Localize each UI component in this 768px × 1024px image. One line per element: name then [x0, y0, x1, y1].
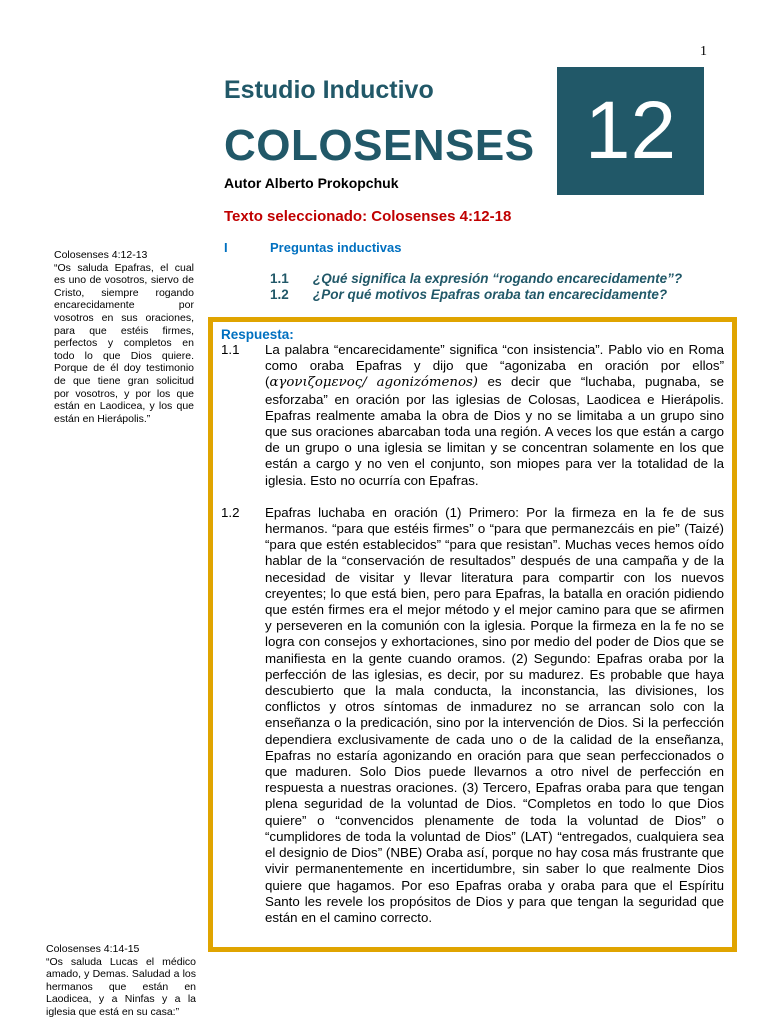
sidenote-colosenses-4-14-15	[46, 943, 196, 1019]
series-title: Estudio Inductivo	[224, 76, 434, 104]
section-title: Preguntas inductivas	[270, 240, 402, 255]
question-2	[270, 287, 667, 302]
section-number: I	[224, 240, 228, 255]
answer-item-1-2	[221, 505, 724, 926]
question-number: 1.1	[270, 271, 289, 286]
answer-text: Epafras luchaba en oración (1) Primero: Por la firmeza en la fe de sus hermanos. “para que estéis firmes” o “para que permanezcáis en pie” (Taizé) “para que estén establecidos” “para que resistan”. Muchas veces hemos oído hablar de la “conservación de resultados” después de una campaña y de la necesidad de visitar y llevar literatura para compartir con los nuevos creyentes; lo que está bien, pero para Epafras, la batalla en oración pidiendo que estén firmes era el mejor método y el mejor camino para que se afirmen y perseveren en la comunión con la iglesia. Porque la firmeza en la fe no se logra con consejos y exhortaciones, sino por medio del poder de Dios que se manifiesta en la gente cuando oramos. (2) Segundo: Epafras oraba por la perfección de las iglesias, es decir, por su madurez. Es probable que haya descubierto que la mala conducta, la inconstancia, las divisiones, los conflictos y otros síntomas de inmadurez no se arrancan solo con la enseñanza o la predicación, sino por la intervención de Dios. Si la perfección dependiera exclusivamente de cada uno o de la calidad de la enseñanza, Epafras no estaría agonizando en oración para que sean perfeccionados o que maduren. Solo Dios puede llevarnos a otro nivel de perfección en respuesta a nuestras oraciones. (3) Tercero, Epafras oraba para que tengan plena seguridad de la voluntad de Dios. “Completos en todo lo que Dios quiere” o “convencidos plenamente de toda la voluntad de Dios” o “cumplidores de toda la voluntad de Dios” (LAT) “entregados, cualquiera sea el designio de Dios” (NBE) Oraba así, porque no hay cosa más frustrante que vivir permanentemente en incertidumbre, sin saber lo que realmente Dios quiere que hagamos. Por eso Epafras oraba y oraba para que el Espíritu Santo les revele los propósitos de Dios y para que tengan la seguridad que están en el camino correcto.	[265, 504, 724, 925]
sidenote-reference: Colosenses 4:14-15	[46, 943, 140, 955]
question-number: 1.2	[270, 287, 289, 302]
sidenote-reference: Colosenses 4:12-13	[54, 249, 148, 261]
answer-text-part: La palabra “encarecidamente” significa “con insistencia”. Pablo vio en Roma como oraba Epafras y dijo que “agonizaba en oración por ellos” (	[265, 342, 724, 390]
author: Autor Alberto Prokopchuk	[224, 175, 399, 191]
page-number: 1	[700, 44, 707, 59]
lesson-number-box: 12	[557, 67, 704, 195]
question-text: ¿Qué significa la expresión “rogando encarecidamente”?	[313, 271, 683, 286]
question-1	[270, 271, 682, 286]
answer-box	[208, 317, 737, 952]
book-title: COLOSENSES	[224, 121, 535, 170]
answer-number: 1.1	[221, 342, 240, 357]
answer-text-part: es decir que “luchaba, pugnaba, se esforzaba” en oración por las iglesias de Colosas, Laodicea e Hierápolis. Epafras realmente amaba la obra de Dios y no se limitaba a un grupo sino que sus oraciones abarcaban toda una región. A veces los que están a cargo de un grupo o una iglesia se limitan y se concentran solamente en los que están a cargo y no ven el conjunto, son miopes para ver la totalidad de la iglesia. Esto no ocurría con Epafras.	[265, 374, 724, 488]
sidenote-colosenses-4-12-13	[54, 249, 194, 425]
sidenote-text: “Os saluda Lucas el médico amado, y Demas. Saludad a los hermanos que están en Laodicea, y a Ninfas y a la iglesia que está en su casa:”	[46, 955, 196, 1018]
answer-number: 1.2	[221, 504, 240, 520]
answer-heading: Respuesta:	[221, 327, 294, 342]
answer-item-1-1	[221, 342, 724, 489]
answer-text	[265, 342, 724, 489]
question-text: ¿Por qué motivos Epafras oraba tan encarecidamente?	[313, 287, 668, 302]
greek-term: αγονιζομενος/ agonizómenos)	[269, 375, 478, 391]
selected-text: Texto seleccionado: Colosenses 4:12-18	[224, 208, 512, 225]
sidenote-text: “Os saluda Epafras, el cual es uno de vosotros, siervo de Cristo, siempre rogando encarecidamente por vosotros en sus oraciones, para que estéis firmes, perfectos y completos en todo lo que Dios quiere. Porque de él doy testimonio de que tiene gran solicitud por vosotros, y por los que están en Laodicea, y los que están en Hierápolis.”	[54, 261, 194, 425]
